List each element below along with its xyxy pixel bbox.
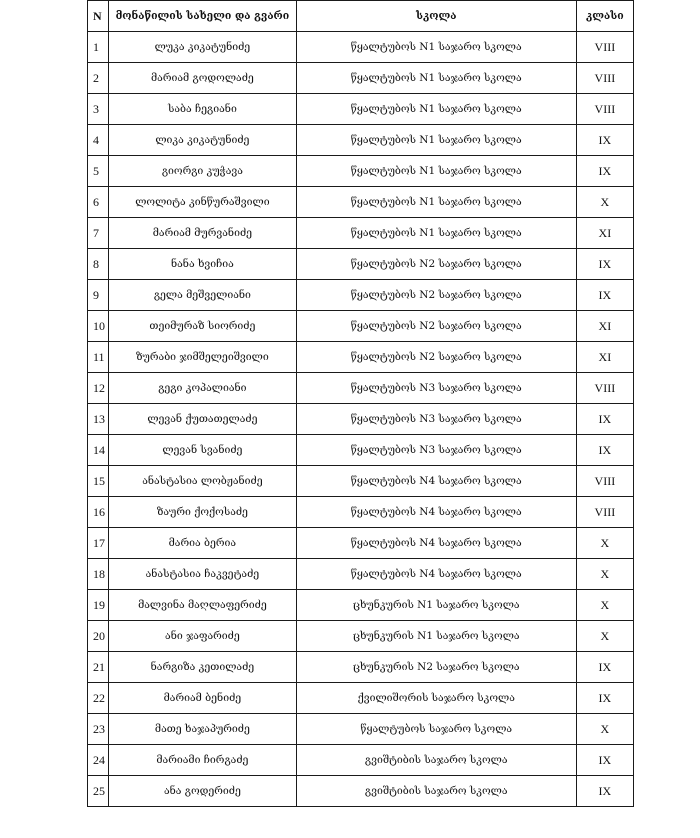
table-row	[88, 621, 634, 652]
school-name: წყალტუბოს N1 საჯარო სკოლა	[296, 156, 576, 187]
table-row	[88, 32, 634, 63]
grade-value: VIII	[576, 94, 633, 125]
school-name: წყალტუბოს N1 საჯარო სკოლა	[296, 125, 576, 156]
participant-name: ანი ჯაფარიძე	[109, 621, 297, 652]
participant-name: მარიამი ჩირგაძე	[109, 745, 297, 776]
grade-value: IX	[576, 745, 633, 776]
grade-value: IX	[576, 404, 633, 435]
table-body	[88, 32, 634, 807]
grade-value: IX	[576, 249, 633, 280]
header-grade: კლასი	[576, 1, 633, 32]
participant-name: ნარგიზა კეთილაძე	[109, 652, 297, 683]
grade-value: IX	[576, 652, 633, 683]
grade-value: IX	[576, 125, 633, 156]
table-row	[88, 249, 634, 280]
participant-name: თეიმურაზ სიორიძე	[109, 311, 297, 342]
grade-value: XI	[576, 218, 633, 249]
row-number: 10	[88, 311, 109, 342]
row-number: 5	[88, 156, 109, 187]
school-name: წყალტუბოს N3 საჯარო სკოლა	[296, 435, 576, 466]
school-name: წყალტუბოს N2 საჯარო სკოლა	[296, 311, 576, 342]
row-number: 12	[88, 373, 109, 404]
participant-name: ლიკა კიკატუნიძე	[109, 125, 297, 156]
participant-name: ანა გოდერიძე	[109, 776, 297, 807]
participant-name: მარია ბერია	[109, 528, 297, 559]
participants-table	[87, 0, 634, 807]
grade-value: X	[576, 528, 633, 559]
grade-value: VIII	[576, 32, 633, 63]
participant-name: გეგი კოპალიანი	[109, 373, 297, 404]
grade-value: IX	[576, 683, 633, 714]
school-name: წყალტუბოს N2 საჯარო სკოლა	[296, 280, 576, 311]
table-row	[88, 559, 634, 590]
school-name: ცხუნკურის N2 საჯარო სკოლა	[296, 652, 576, 683]
row-number: 9	[88, 280, 109, 311]
grade-value: VIII	[576, 373, 633, 404]
participant-name: ანასტასია ლობჟანიძე	[109, 466, 297, 497]
grade-value: IX	[576, 776, 633, 807]
grade-value: IX	[576, 280, 633, 311]
row-number: 22	[88, 683, 109, 714]
row-number: 7	[88, 218, 109, 249]
grade-value: X	[576, 187, 633, 218]
row-number: 1	[88, 32, 109, 63]
participant-name: გელა მეშველიანი	[109, 280, 297, 311]
grade-value: VIII	[576, 497, 633, 528]
participant-name: ზურაბი ჯიმშელეიშვილი	[109, 342, 297, 373]
row-number: 3	[88, 94, 109, 125]
participant-name: ლევან სვანიძე	[109, 435, 297, 466]
school-name: წყალტუბოს N1 საჯარო სკოლა	[296, 94, 576, 125]
header-school: სკოლა	[296, 1, 576, 32]
header-number: N	[88, 1, 109, 32]
school-name: წყალტუბოს N2 საჯარო სკოლა	[296, 249, 576, 280]
table-row	[88, 373, 634, 404]
school-name: წყალტუბოს N2 საჯარო სკოლა	[296, 342, 576, 373]
participant-name: მალვინა მაღლაფერიძე	[109, 590, 297, 621]
table-row	[88, 745, 634, 776]
table-row	[88, 404, 634, 435]
row-number: 18	[88, 559, 109, 590]
row-number: 20	[88, 621, 109, 652]
grade-value: X	[576, 559, 633, 590]
participant-name: ზაური ქოქოსაძე	[109, 497, 297, 528]
school-name: გვიშტიბის საჯარო სკოლა	[296, 776, 576, 807]
row-number: 4	[88, 125, 109, 156]
school-name: გვიშტიბის საჯარო სკოლა	[296, 745, 576, 776]
table-row	[88, 280, 634, 311]
table-row	[88, 187, 634, 218]
grade-value: VIII	[576, 63, 633, 94]
grade-value: X	[576, 590, 633, 621]
table-row	[88, 342, 634, 373]
school-name: წყალტუბოს N1 საჯარო სკოლა	[296, 32, 576, 63]
table-row	[88, 652, 634, 683]
row-number: 23	[88, 714, 109, 745]
grade-value: XI	[576, 311, 633, 342]
table-row	[88, 156, 634, 187]
table-row	[88, 125, 634, 156]
row-number: 11	[88, 342, 109, 373]
participant-name: მარიამ ბენიძე	[109, 683, 297, 714]
school-name: წყალტუბოს N3 საჯარო სკოლა	[296, 373, 576, 404]
school-name: წყალტუბოს N4 საჯარო სკოლა	[296, 466, 576, 497]
participant-name: ლუკა კიკატუნიძე	[109, 32, 297, 63]
table-row	[88, 63, 634, 94]
table-row	[88, 466, 634, 497]
participant-name: ლევან ქუთათელაძე	[109, 404, 297, 435]
table-row	[88, 218, 634, 249]
grade-value: VIII	[576, 466, 633, 497]
table-row	[88, 683, 634, 714]
table-row	[88, 714, 634, 745]
table-row	[88, 94, 634, 125]
participant-name: მარიამ მურვანიძე	[109, 218, 297, 249]
school-name: წყალტუბოს საჯარო სკოლა	[296, 714, 576, 745]
row-number: 19	[88, 590, 109, 621]
participant-name: მარიამ გოდოლაძე	[109, 63, 297, 94]
row-number: 24	[88, 745, 109, 776]
row-number: 13	[88, 404, 109, 435]
school-name: ქვილიშორის საჯარო სკოლა	[296, 683, 576, 714]
row-number: 2	[88, 63, 109, 94]
school-name: წყალტუბოს N1 საჯარო სკოლა	[296, 187, 576, 218]
table-header	[88, 1, 634, 32]
grade-value: IX	[576, 435, 633, 466]
row-number: 25	[88, 776, 109, 807]
row-number: 14	[88, 435, 109, 466]
school-name: წყალტუბოს N4 საჯარო სკოლა	[296, 559, 576, 590]
table-row	[88, 590, 634, 621]
grade-value: X	[576, 714, 633, 745]
header-participant-name: მონაწილის სახელი და გვარი	[109, 1, 297, 32]
school-name: წყალტუბოს N3 საჯარო სკოლა	[296, 404, 576, 435]
row-number: 21	[88, 652, 109, 683]
participant-name: საბა ჩეგიანი	[109, 94, 297, 125]
header-row	[88, 1, 634, 32]
table-row	[88, 776, 634, 807]
participant-name: გიორგი კუჭავა	[109, 156, 297, 187]
row-number: 6	[88, 187, 109, 218]
grade-value: X	[576, 621, 633, 652]
school-name: ცხუნკურის N1 საჯარო სკოლა	[296, 590, 576, 621]
participant-name: ანასტასია ჩაკვეტაძე	[109, 559, 297, 590]
school-name: წყალტუბოს N1 საჯარო სკოლა	[296, 63, 576, 94]
row-number: 8	[88, 249, 109, 280]
table-row	[88, 435, 634, 466]
table-row	[88, 497, 634, 528]
school-name: წყალტუბოს N4 საჯარო სკოლა	[296, 528, 576, 559]
participant-name: მათე ხაჯაპურიძე	[109, 714, 297, 745]
participant-name: ნანა ხვიჩია	[109, 249, 297, 280]
row-number: 16	[88, 497, 109, 528]
table-row	[88, 528, 634, 559]
grade-value: XI	[576, 342, 633, 373]
school-name: ცხუნკურის N1 საჯარო სკოლა	[296, 621, 576, 652]
school-name: წყალტუბოს N4 საჯარო სკოლა	[296, 497, 576, 528]
table-row	[88, 311, 634, 342]
participant-name: ლოლიტა კინწურაშვილი	[109, 187, 297, 218]
row-number: 15	[88, 466, 109, 497]
row-number: 17	[88, 528, 109, 559]
grade-value: IX	[576, 156, 633, 187]
school-name: წყალტუბოს N1 საჯარო სკოლა	[296, 218, 576, 249]
